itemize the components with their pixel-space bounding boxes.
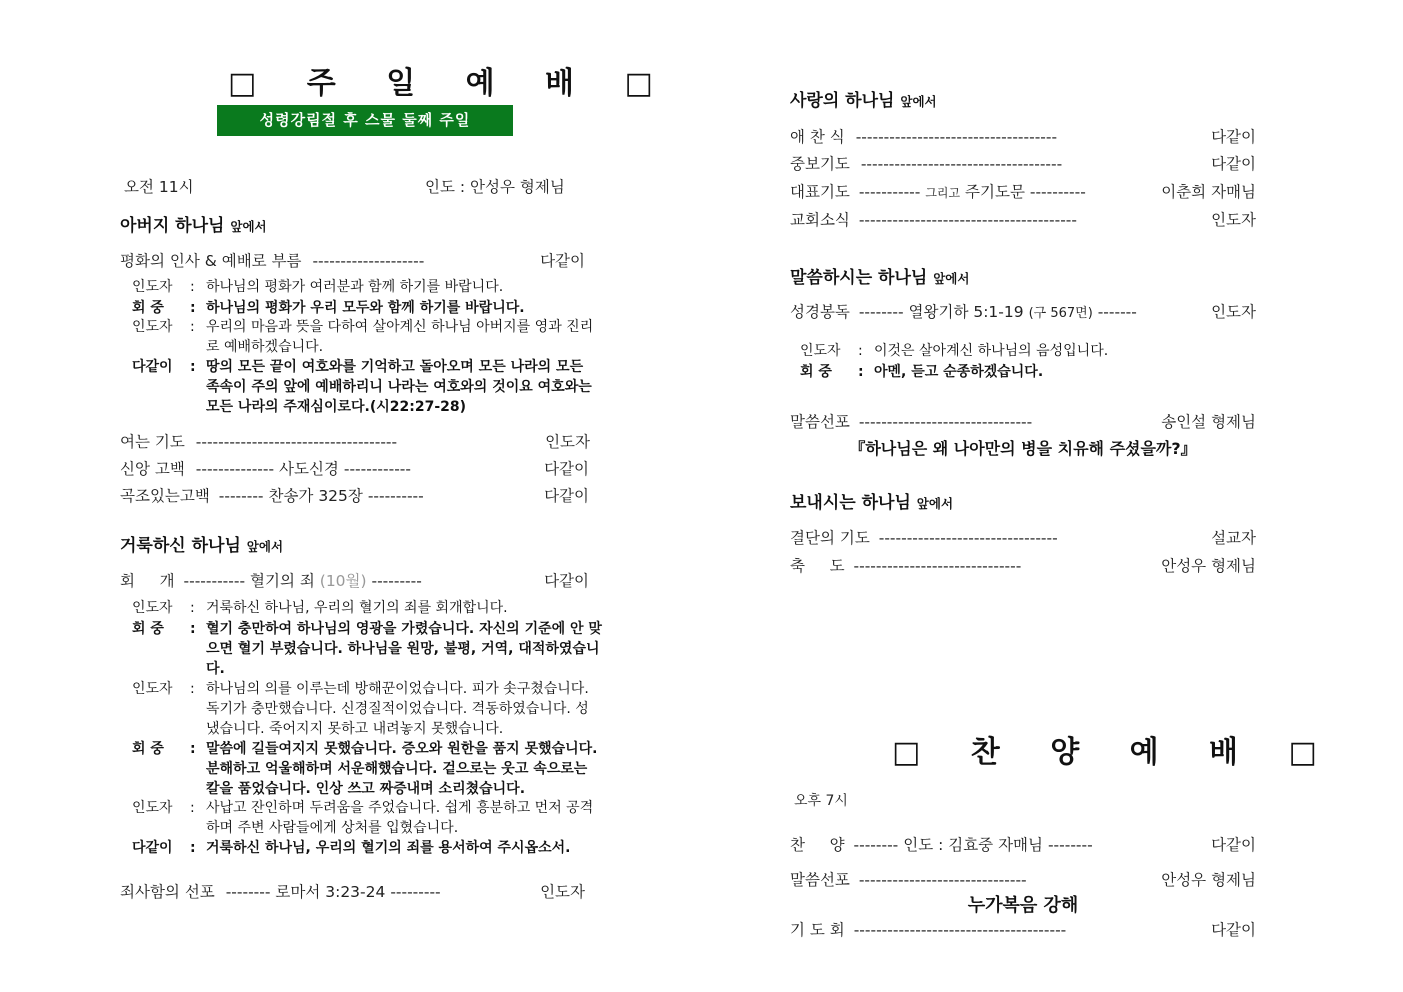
order-detail-page: (구 567면) xyxy=(1028,306,1093,321)
responsive-text: 우리의 마음과 뜻을 다하여 살아계신 하나님 아버지를 영과 진리로 예배하겠습니다. xyxy=(206,319,594,355)
order-label: 신앙 고백 xyxy=(120,460,185,478)
order-detail: 주기도문 xyxy=(965,183,1025,201)
responsive-text: 하나님의 평화가 우리 모두와 함께 하기를 바랍니다. xyxy=(206,300,525,316)
order-role: 다같이 xyxy=(544,487,589,505)
order-label: 찬 양 xyxy=(790,836,845,854)
order-role: 이춘희 자매님 xyxy=(1161,183,1256,201)
order-dashes: ------------------------------------ xyxy=(195,433,398,451)
section-heading-text: 아버지 하나님 xyxy=(120,216,225,236)
order-label: 평화의 인사 & 예배로 부름 xyxy=(120,252,302,270)
responsive-text: 하나님의 평화가 여러분과 함께 하기를 바랍니다. xyxy=(206,279,504,295)
order-dashes: ------------------------------------ xyxy=(860,155,1063,173)
speaker-label: 회 중 xyxy=(132,300,164,316)
order-dashes: ------------------------------ xyxy=(853,557,1022,575)
order-role: 안성우 형제님 xyxy=(1161,557,1256,575)
responsive-text: 사납고 잔인하며 두려움을 주었습니다. 쉽게 흥분하고 먼저 공격하며 주변 사람들에게 상처를 입혔습니다. xyxy=(206,800,594,836)
section-heading-love xyxy=(790,86,937,111)
order-label: 회 개 xyxy=(120,572,175,590)
order-item-confession xyxy=(120,569,589,591)
order-item-creed xyxy=(120,457,589,479)
responsive-line: 인도자 : 사납고 잔인하며 두려움을 주었습니다. 쉽게 흥분하고 먼저 공격하며 주변 사람들에게 상처를 입혔습니다. xyxy=(132,798,602,838)
order-role: 다같이 xyxy=(1211,128,1256,146)
order-dashes: -------- xyxy=(1047,836,1093,854)
responsive-line: 인도자 : 우리의 마음과 뜻을 다하여 살아계신 하나님 아버지를 영과 진리로 예배하겠습니다. xyxy=(132,317,592,357)
responsive-text: 말씀에 길들여지지 못했습니다. 증오와 원한을 품지 못했습니다. 분해하고 억울해하며 서운해했습니다. 겉으로는 웃고 속으로는 칼을 품었습니다. 인상 쓰고 짜증내며 소리쳤습니다. xyxy=(206,741,598,797)
order-role: 인도자 xyxy=(1211,211,1256,229)
responsive-line: 인도자 : 하나님의 평화가 여러분과 함께 하기를 바랍니다. xyxy=(132,277,592,297)
order-dashes: ------- xyxy=(1097,303,1137,321)
responsive-text: 아멘, 듣고 순종하겠습니다. xyxy=(874,364,1044,380)
section-heading-small: 앞에서 xyxy=(246,539,284,554)
responsive-line: 인도자 : 이것은 살아계신 하나님의 음성입니다. xyxy=(800,341,1240,361)
responsive-text: 혈기 충만하여 하나님의 영광을 가렸습니다. 자신의 기준에 안 맞으면 혈기 부렸습니다. 하나님을 원망, 불평, 거역, 대적하였습니다. xyxy=(206,621,602,677)
order-item-sermon xyxy=(790,410,1256,432)
speaker-label: 인도자 xyxy=(132,800,173,816)
order-detail: 로마서 3:23-24 xyxy=(275,883,386,901)
evening-service-title: □ 찬 양 예 배 □ xyxy=(892,735,1337,770)
section-heading-text: 거룩하신 하나님 xyxy=(120,536,241,556)
section-heading-small: 앞에서 xyxy=(916,496,954,511)
speaker-label: 인도자 xyxy=(132,681,173,697)
order-item-representative-prayer xyxy=(790,180,1256,202)
order-dashes: -------------------- xyxy=(312,252,425,270)
order-item-scripture xyxy=(790,300,1256,322)
section-heading-speaking xyxy=(790,263,969,288)
order-item-praise xyxy=(790,833,1256,855)
order-item-news xyxy=(790,208,1256,230)
section-heading-father xyxy=(120,211,267,236)
order-label: 여는 기도 xyxy=(120,433,185,451)
responsive-line: 인도자 : 거룩하신 하나님, 우리의 혈기의 죄를 회개합니다. xyxy=(132,598,602,618)
responsive-text: 이것은 살아계신 하나님의 음성입니다. xyxy=(874,343,1109,359)
order-dashes: -------- xyxy=(853,836,899,854)
section-heading-text: 사랑의 하나님 xyxy=(790,91,895,111)
order-dashes: ----------- xyxy=(183,572,246,590)
order-label: 말씀선포 xyxy=(790,413,850,431)
order-item-opening-prayer xyxy=(120,430,590,452)
order-label: 죄사함의 선포 xyxy=(120,883,215,901)
speaker-label: 회 중 xyxy=(800,364,832,380)
order-detail: 사도신경 xyxy=(279,460,339,478)
responsive-text: 거룩하신 하나님, 우리의 혈기의 죄를 용서하여 주시옵소서. xyxy=(206,840,571,856)
order-role: 다같이 xyxy=(1211,836,1256,854)
order-label: 성경봉독 xyxy=(790,303,850,321)
speaker-label: 다같이 xyxy=(132,840,173,856)
evening-service-time: 오후 7시 xyxy=(794,793,848,809)
order-dashes: -------------------------------- xyxy=(878,529,1058,547)
order-item-greeting xyxy=(120,249,585,271)
order-role: 안성우 형제님 xyxy=(1161,871,1256,889)
order-detail: 인도 : 김효중 자매님 xyxy=(903,836,1044,854)
responsive-text: 하나님의 의를 이루는데 방해꾼이었습니다. 피가 솟구쳤습니다. 독기가 충만했습니다. 신경질적이었습니다. 격동하였습니다. 성냈습니다. 죽어지지 못하고 내려놓지 못했습니다. xyxy=(206,681,589,737)
speaker-label: 인도자 xyxy=(132,279,173,295)
order-dashes: ---------- xyxy=(367,487,424,505)
section-heading-small: 앞에서 xyxy=(933,271,970,286)
order-role: 다같이 xyxy=(540,252,585,270)
speaker-label: 다같이 xyxy=(132,359,173,375)
order-label: 교회소식 xyxy=(790,211,850,229)
order-item-absolution xyxy=(120,880,585,902)
order-detail: 열왕기하 5:1-19 xyxy=(908,303,1024,321)
order-detail-month: (10월) xyxy=(319,572,367,590)
order-dashes: ------------ xyxy=(343,460,411,478)
order-dashes: --------- xyxy=(390,883,441,901)
morning-service-title: □ 주 일 예 배 □ xyxy=(228,66,673,101)
responsive-text: 거룩하신 하나님, 우리의 혈기의 죄를 회개합니다. xyxy=(206,600,508,616)
order-role: 다같이 xyxy=(544,572,589,590)
responsive-line: 회 중 : 말씀에 길들여지지 못했습니다. 증오와 원한을 품지 못했습니다. 분해하고 억울해하며 서운해했습니다. 겉으로는 웃고 속으로는 칼을 품었습니다. 인상 쓰고 짜증내며 소리쳤습니다. xyxy=(132,739,602,799)
speaker-label: 인도자 xyxy=(132,319,173,335)
sermon-title: 『하나님은 왜 나아만의 병을 치유해 주셨을까?』 xyxy=(849,439,1197,458)
order-role: 다같이 xyxy=(1211,921,1256,939)
order-dashes: -------- xyxy=(858,303,904,321)
order-dashes: ---------- xyxy=(1029,183,1086,201)
order-label: 중보기도 xyxy=(790,155,850,173)
order-label: 대표기도 xyxy=(790,183,850,201)
order-dashes: ------------------------------ xyxy=(858,871,1027,889)
order-item-evening-sermon xyxy=(790,868,1256,890)
order-dashes: ------------------------------------ xyxy=(855,128,1058,146)
responsive-line: 인도자 : 하나님의 의를 이루는데 방해꾼이었습니다. 피가 솟구쳤습니다. 독기가 충만했습니다. 신경질적이었습니다. 격동하였습니다. 성냈습니다. 죽어지지 못하고 내려놓지 못했습니다. xyxy=(132,679,602,739)
order-item-intercession xyxy=(790,152,1256,174)
service-leader: 인도 : 안성우 형제님 xyxy=(425,178,565,196)
order-dashes: -------------------------------------- xyxy=(853,921,1067,939)
order-label: 애 찬 식 xyxy=(790,128,845,146)
responsive-line: 다같이 : 거룩하신 하나님, 우리의 혈기의 죄를 용서하여 주시옵소서. xyxy=(132,838,602,858)
speaker-label: 인도자 xyxy=(800,343,841,359)
responsive-line: 회 중 : 하나님의 평화가 우리 모두와 함께 하기를 바랍니다. xyxy=(132,298,592,318)
order-dashes: ------------------------------- xyxy=(858,413,1033,431)
order-label: 곡조있는고백 xyxy=(120,487,210,505)
order-dashes: -------- xyxy=(218,487,264,505)
responsive-text: 땅의 모든 끝이 여호와를 기억하고 돌아오며 모든 나라의 모든 족속이 주의 앞에 예배하리니 나라는 여호와의 것이요 여호와는 모든 나라의 주재심이로다.(시22:27-28) xyxy=(206,359,592,415)
order-conjunction: 그리고 xyxy=(925,186,961,200)
section-heading-small: 앞에서 xyxy=(900,94,937,109)
order-dashes: -------------- xyxy=(195,460,275,478)
order-detail: 혈기의 죄 xyxy=(250,572,315,590)
order-detail: 찬송가 325장 xyxy=(268,487,363,505)
order-role: 다같이 xyxy=(1211,155,1256,173)
order-item-hymn xyxy=(120,484,589,506)
order-dashes: ----------- xyxy=(858,183,921,201)
order-label: 말씀선포 xyxy=(790,871,850,889)
section-heading-sending xyxy=(790,488,953,513)
order-item-prayer-meeting xyxy=(790,918,1256,940)
speaker-label: 인도자 xyxy=(132,600,173,616)
order-dashes: -------- xyxy=(225,883,271,901)
service-time: 오전 11시 xyxy=(124,178,194,196)
order-role: 인도자 xyxy=(540,883,585,901)
speaker-label: 회 중 xyxy=(132,741,164,757)
order-label: 결단의 기도 xyxy=(790,529,870,547)
evening-sermon-title: 누가복음 강해 xyxy=(967,895,1079,916)
order-role: 송인설 형제님 xyxy=(1161,413,1256,431)
order-dashes: --------- xyxy=(371,572,422,590)
section-heading-small: 앞에서 xyxy=(230,219,267,234)
order-item-communion xyxy=(790,125,1256,147)
responsive-line: 다같이 : 땅의 모든 끝이 여호와를 기억하고 돌아오며 모든 나라의 모든 족속이 주의 앞에 예배하리니 나라는 여호와의 것이요 여호와는 모든 나라의 주재심이로다.(시22:27-28) xyxy=(132,357,592,417)
order-dashes: --------------------------------------- xyxy=(858,211,1077,229)
responsive-line: 회 중 : 아멘, 듣고 순종하겠습니다. xyxy=(800,362,1240,382)
order-role: 다같이 xyxy=(544,460,589,478)
order-role: 인도자 xyxy=(545,433,590,451)
section-heading-text: 말씀하시는 하나님 xyxy=(790,268,928,288)
order-label: 기 도 회 xyxy=(790,921,845,939)
section-heading-text: 보내시는 하나님 xyxy=(790,493,911,513)
service-subtitle-bar: 성령강림절 후 스물 둘째 주일 xyxy=(217,105,513,136)
order-item-decision-prayer xyxy=(790,526,1256,548)
order-item-benediction xyxy=(790,554,1256,576)
order-role: 설교자 xyxy=(1211,529,1256,547)
section-heading-holy xyxy=(120,531,283,556)
responsive-line: 회 중 : 혈기 충만하여 하나님의 영광을 가렸습니다. 자신의 기준에 안 맞으면 혈기 부렸습니다. 하나님을 원망, 불평, 거역, 대적하였습니다. xyxy=(132,621,602,677)
order-role: 인도자 xyxy=(1211,303,1256,321)
order-label: 축 도 xyxy=(790,557,845,575)
speaker-label: 회 중 xyxy=(132,621,164,637)
